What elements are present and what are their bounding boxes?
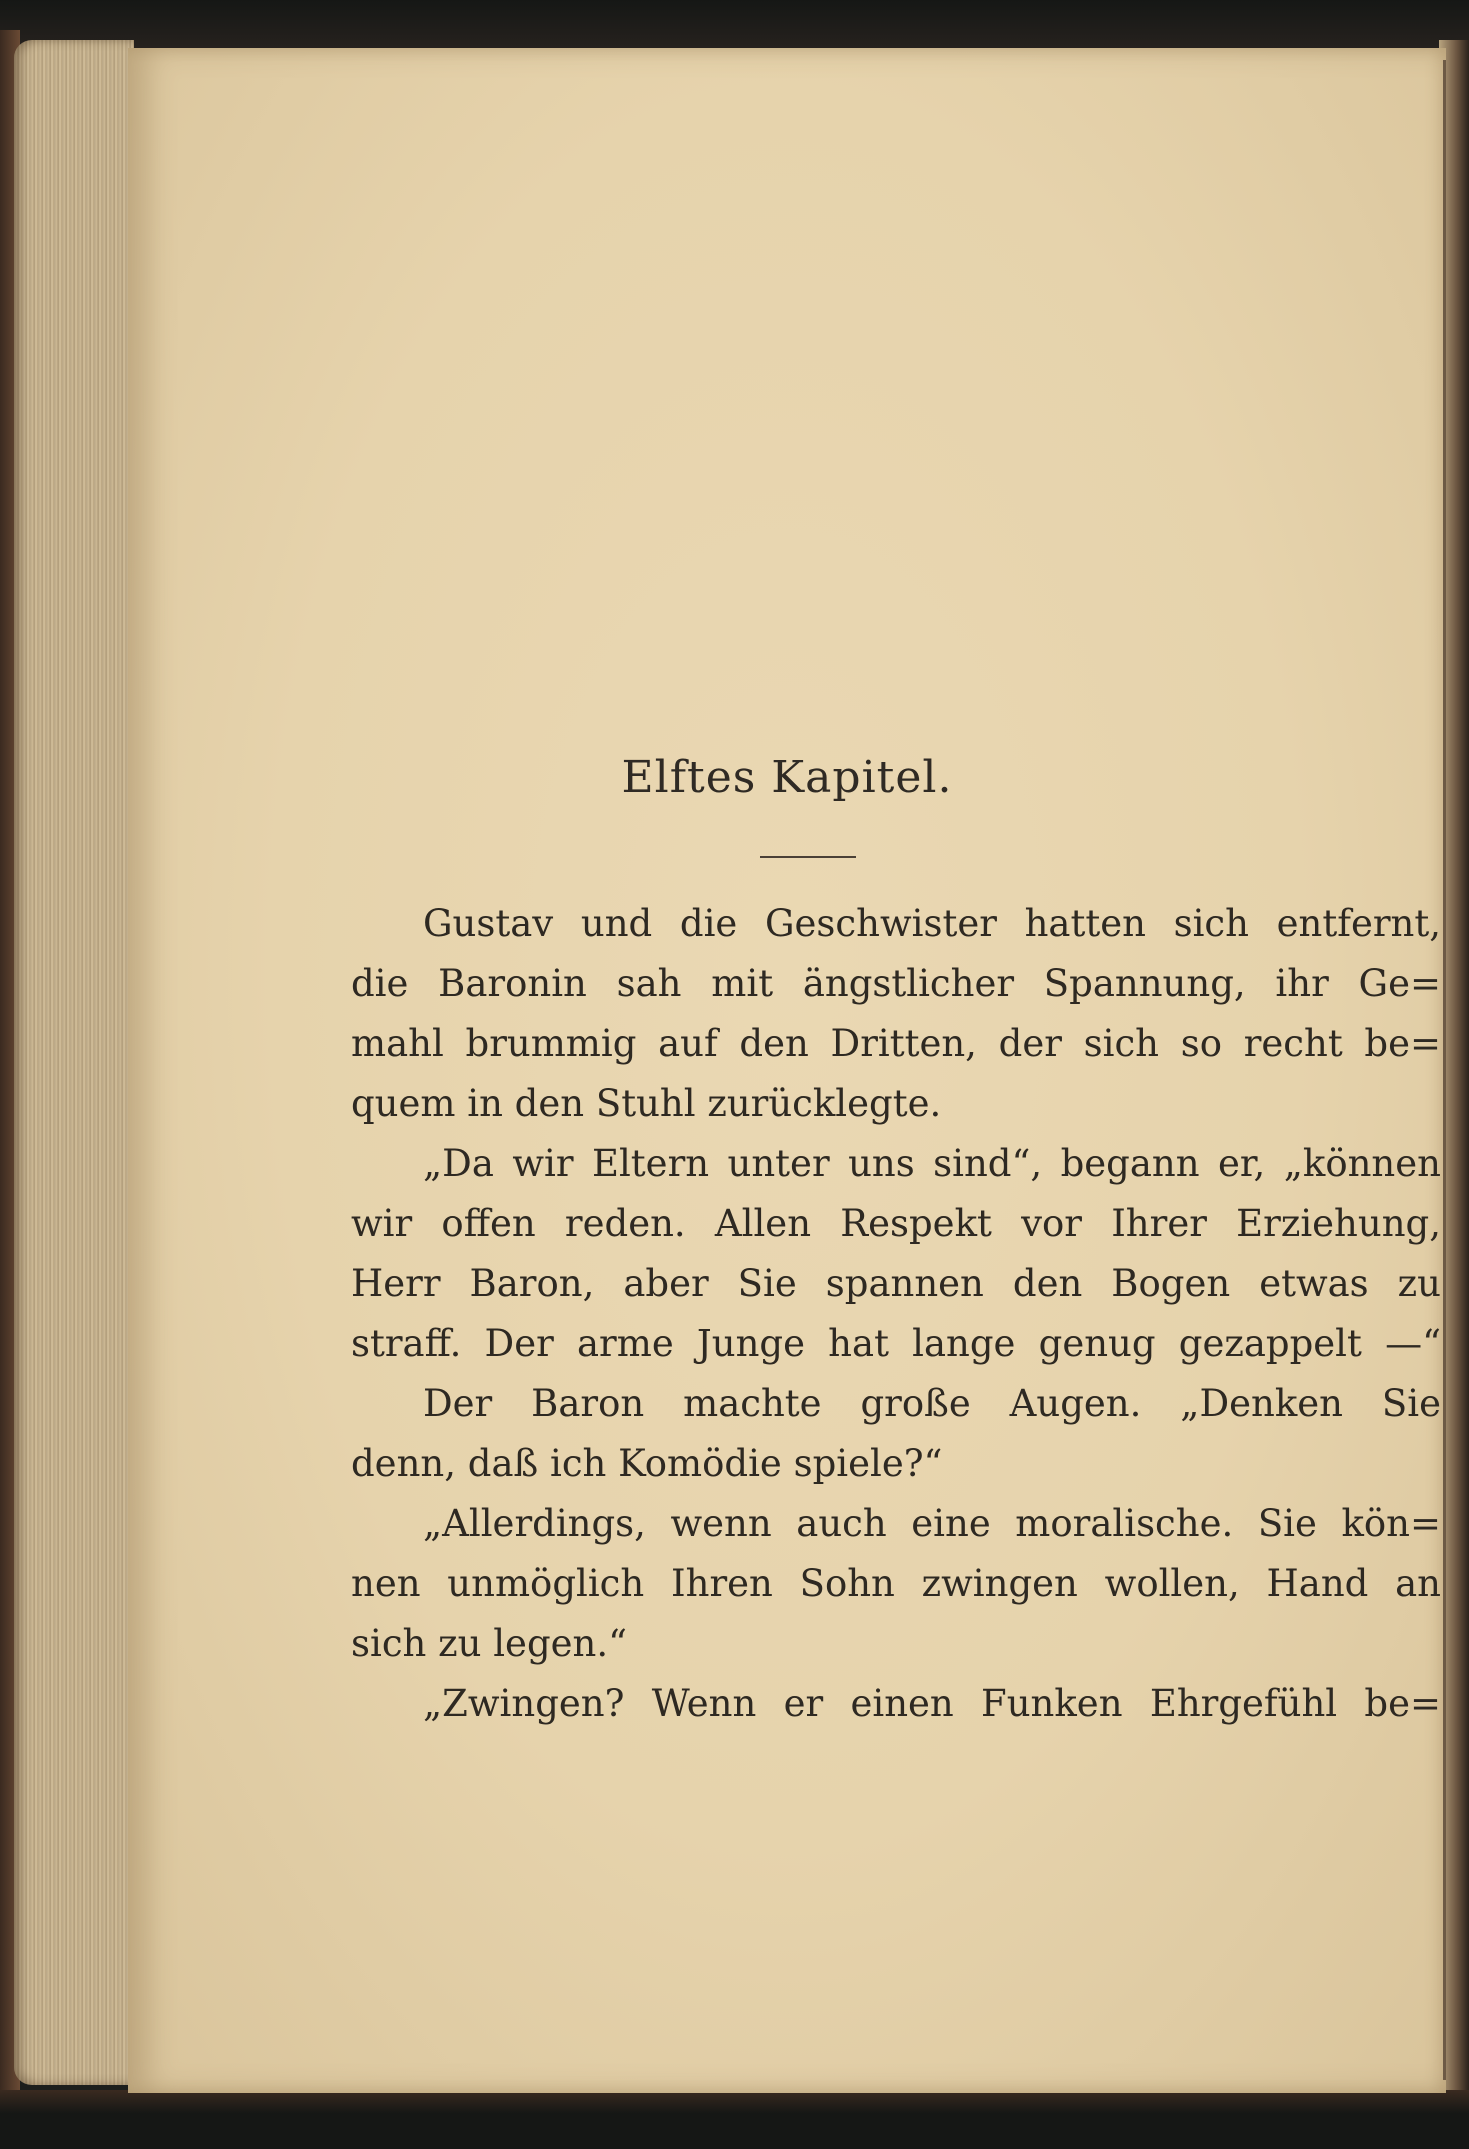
text-line: quem in den Stuhl zurücklegte. bbox=[351, 1082, 942, 1125]
text-line: Herr Baron, aber Sie spannen den Bogen etwas zu bbox=[351, 1262, 1441, 1305]
text-line: Der Baron machte große Augen. „Denken Sie bbox=[423, 1382, 1441, 1425]
text-line: sich zu legen.“ bbox=[351, 1622, 628, 1665]
text-line: mahl brummig auf den Dritten, der sich so recht be= bbox=[351, 1022, 1441, 1065]
text-line: denn, daß ich Komödie spiele?“ bbox=[351, 1442, 943, 1485]
text-line: Gustav und die Geschwister hatten sich entfernt, bbox=[423, 902, 1441, 945]
book-cover-bottom bbox=[0, 2090, 1469, 2149]
text-line: „Zwingen? Wenn er einen Funken Ehrgefühl be= bbox=[423, 1682, 1441, 1725]
spine-line bbox=[1443, 60, 1446, 2080]
body-text bbox=[351, 894, 1441, 1734]
text-line: wir offen reden. Allen Respekt vor Ihrer Erziehung, bbox=[351, 1202, 1441, 1245]
page-edges bbox=[14, 40, 134, 2085]
text-line: nen unmöglich Ihren Sohn zwingen wollen, Hand an bbox=[351, 1562, 1441, 1605]
title-rule bbox=[760, 856, 856, 858]
book-page bbox=[128, 48, 1446, 2093]
text-line: „Allerdings, wenn auch eine moralische. Sie kön= bbox=[423, 1502, 1441, 1545]
text-line: „Da wir Eltern unter uns sind“, begann er, „können bbox=[423, 1142, 1441, 1185]
text-line: straff. Der arme Junge hat lange genug gezappelt —“ bbox=[351, 1322, 1441, 1365]
chapter-title: Elftes Kapitel. bbox=[621, 752, 953, 803]
text-line: die Baronin sah mit ängstlicher Spannung, ihr Ge= bbox=[351, 962, 1441, 1005]
